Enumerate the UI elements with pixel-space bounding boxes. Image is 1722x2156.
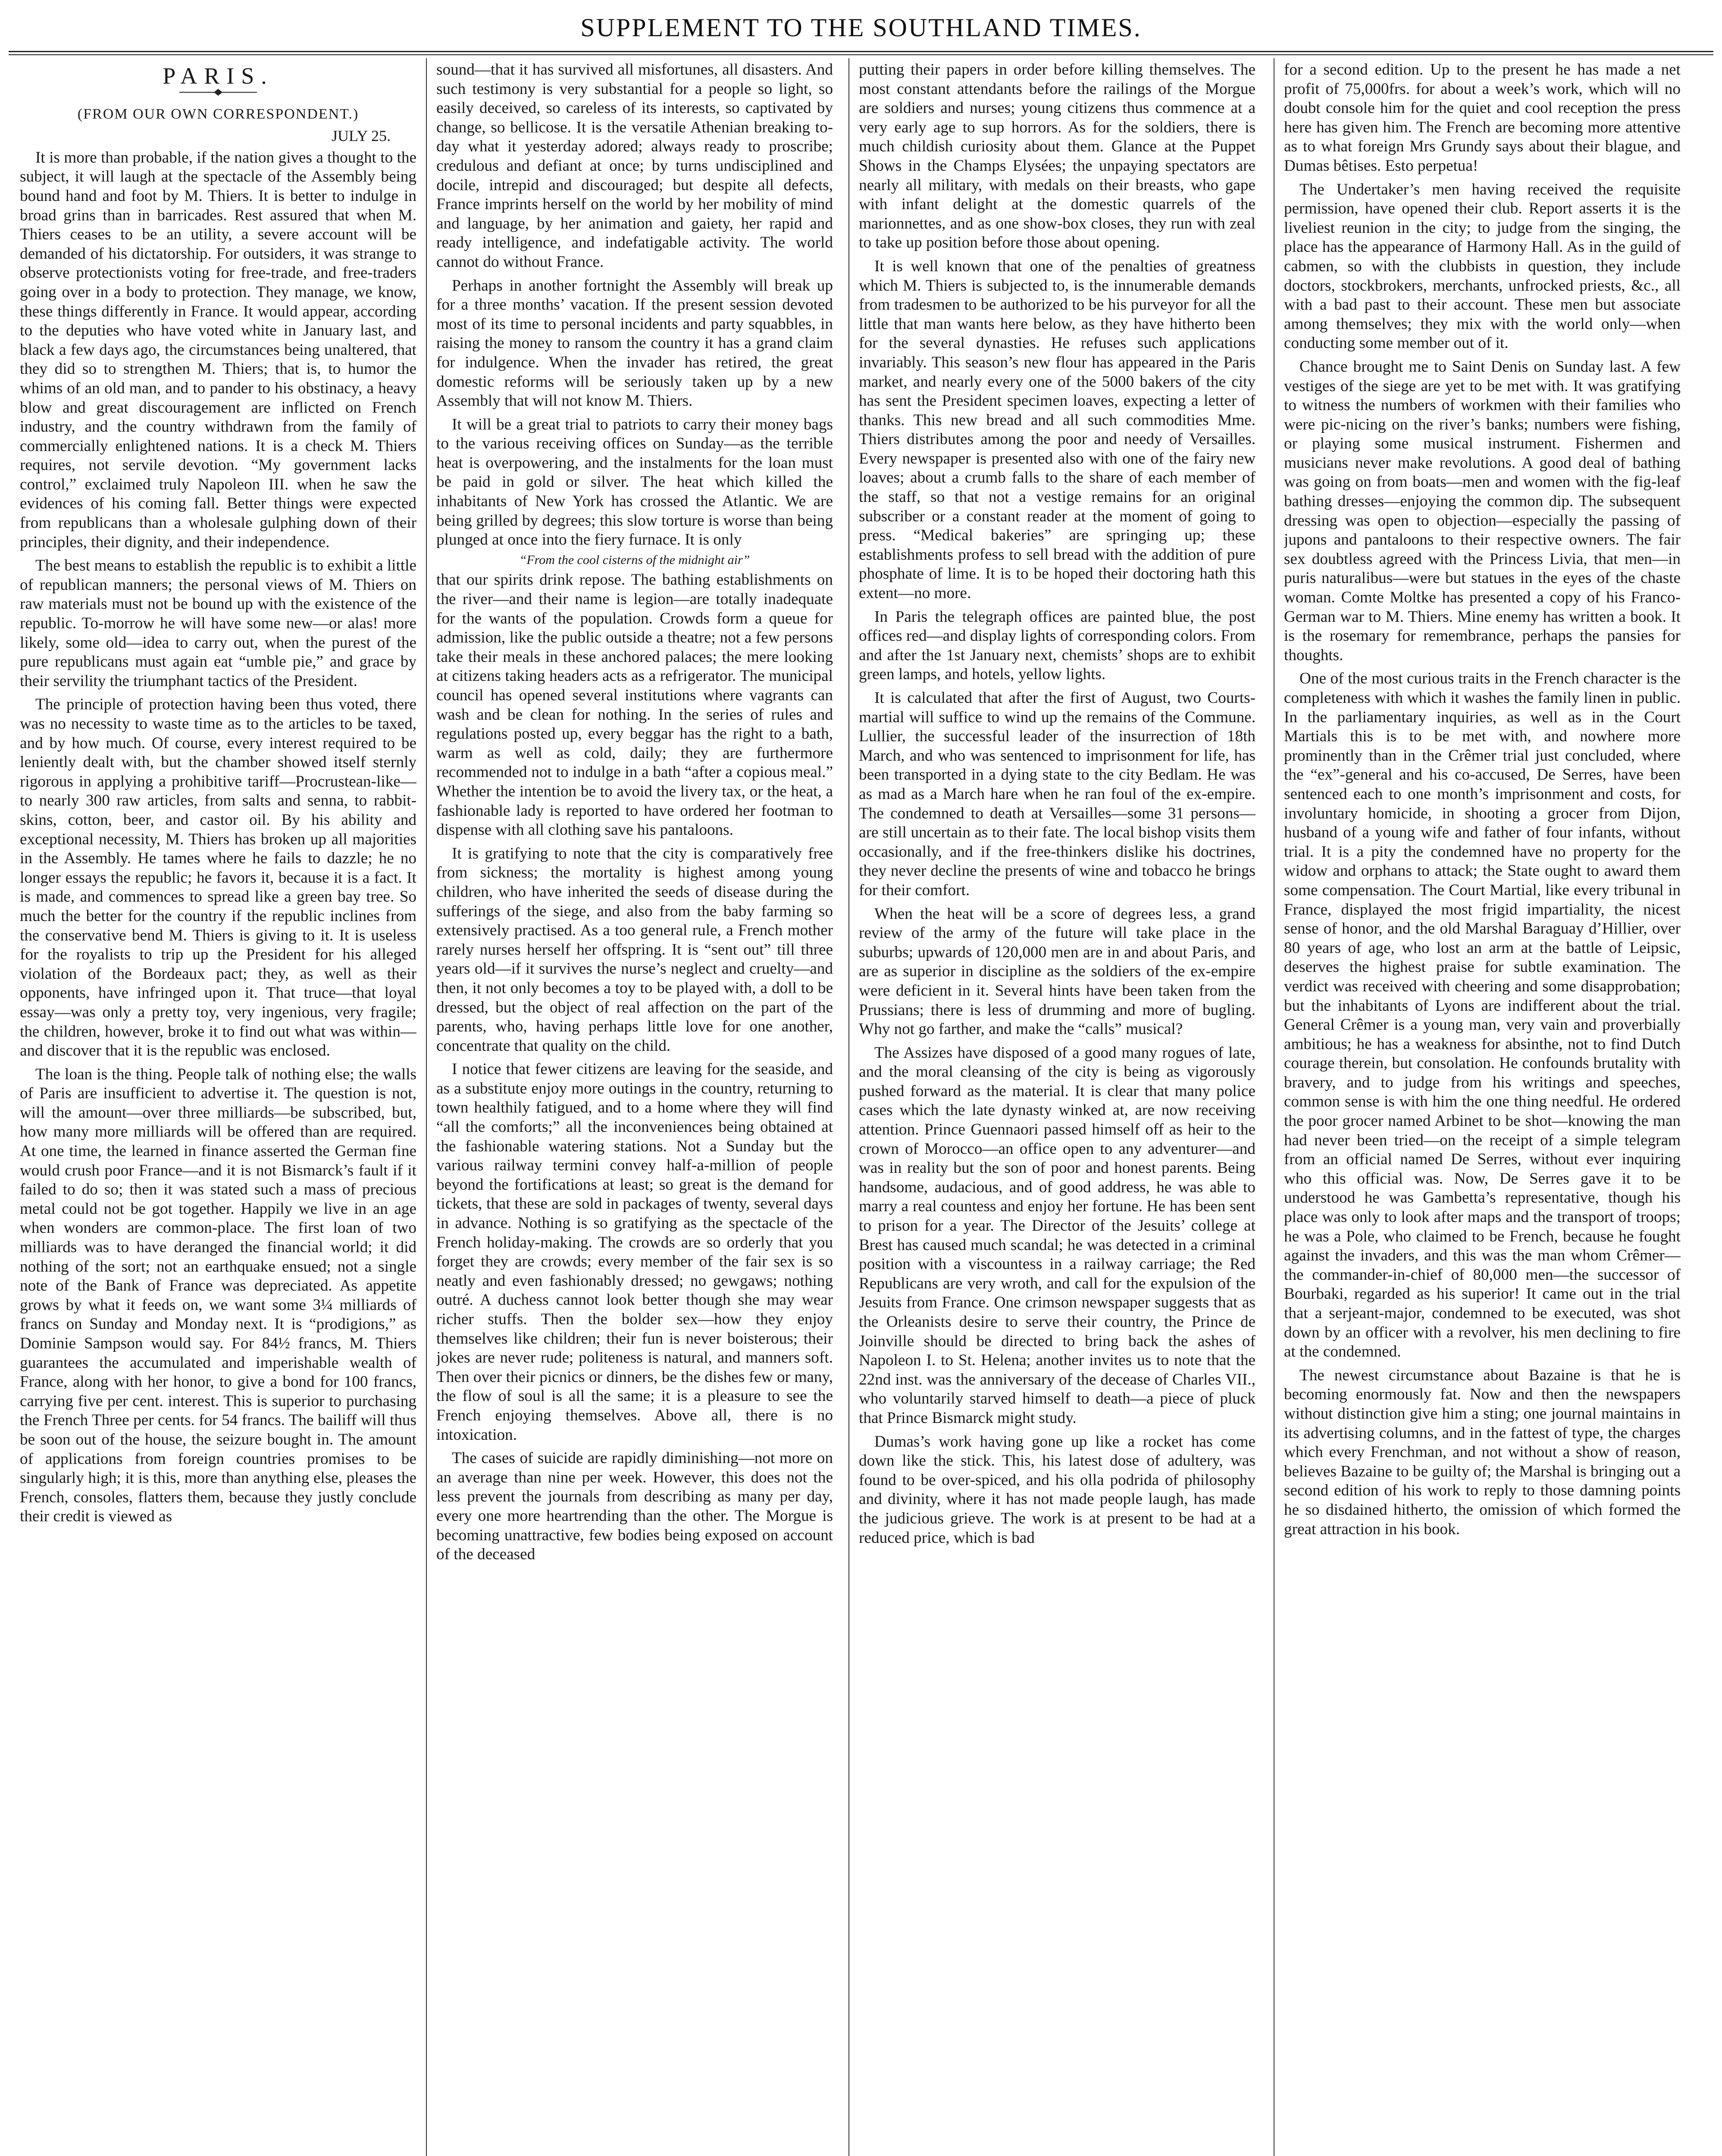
- paragraph: Perhaps in another fortnight the Assembly will break up for a three months’ vacation. If the present session devoted most of its time to personal incidents and party squabbles, in raising the money to ransom the country it has a grand claim for indulgence. When the invader has retired, the great domestic reforms will be seriously taken up by a new Assembly that will not know M. Thiers.: [436, 276, 833, 410]
- paragraph: for a second edition. Up to the present he has made a net profit of 75,000frs. for about a week’s work, which will no doubt console him for the quiet and cool reception the press here has given him. The French are becoming more attentive as to what foreign Mrs Grundy says about their blague, and Dumas bêtises. Esto perpetua!: [1284, 61, 1681, 175]
- paragraph: The best means to establish the republic is to exhibit a little of republican manners; the personal views of M. Thiers on raw materials must not be bound up with the existence of the republic. To-morrow he will have some new—or alas! more likely, some old—idea to carry out, when the purest of the pure republicans must again eat “umble pie,” and grace by their servility the triumphant tactics of the President.: [20, 557, 416, 690]
- paragraph: The cases of suicide are rapidly diminishing—not more on an average than nine per week. However, this does not the less prevent the journals from describing as many per day, every one more heartrending than the other. The Morgue is becoming unattractive, few bodies being exposed on account of the deceased: [436, 1449, 833, 1564]
- paragraph: It is well known that one of the penalties of greatness which M. Thiers is subjected to, is the innumerable demands from tradesmen to be authorized to be his purveyor for all the little that man wants here below, as they have hitherto been for the several dynasties. He refuses such applications invariably. This season’s new flour has appeared in the Paris market, and nearly every one of the 5000 bakers of the city has sent the President specimen loaves, expecting a letter of thanks. This new bread and all such commodities Mme. Thiers distributes among the poor and needy of Versailles. Every newspaper is presented also with one of the fairy new loaves; about a crumb falls to the share of each member of the staff, so that not a vestige remains for an original subscriber or a constant reader at the moment of going to press. “Medical bakeries” are springing up; these establishments profess to sell bread with the addition of pure phosphate of lime. It is to be hoped their doctoring hath this extent—no more.: [859, 257, 1255, 602]
- article-dateline: JULY 25.: [331, 127, 391, 145]
- article-column-2: [436, 60, 833, 2156]
- paragraph: In Paris the telegraph offices are painted blue, the post offices red—and display lights of corresponding colors. From and after the 1st January next, chemists’ shops are to exhibit green lamps, and hotels, yellow lights.: [859, 608, 1255, 683]
- article-column-4: [1284, 60, 1681, 2156]
- paragraph: The principle of protection having been thus voted, there was no necessity to waste time as to the articles to be taxed, and by how much. Of course, every interest required to be leniently dealt with, but the chamber showed itself sternly rigorous in applying a prohibitive tariff—Procrustean-like—to nearly 300 raw articles, from salts and senna, to rabbit-skins, cotton, beer, and castor oil. By his ability and exceptional necessity, M. Thiers has broken up all majorities in the Assembly. He tames where he fails to dazzle; he no longer essays the republic; he favors it, because it is a fact. It is made, and commences to spread like a green bay tree. So much the better for the country if the republic inclines from the conservative bend M. Thiers is giving to it. It is useless for the royalists to trip up the President for his alleged violation of the Bordeaux pact; they, as well as their opponents, have infringed upon it. That truce—that loyal essay—was only a pretty toy, very ingenious, very fragile; the children, however, broke it to find out what was within—and discover that it is the republic was enclosed.: [20, 696, 416, 1060]
- masthead-title: SUPPLEMENT TO THE SOUTHLAND TIMES.: [580, 13, 1142, 42]
- article-column-1: [20, 60, 416, 2156]
- masthead-rule: [9, 51, 1713, 52]
- quotation: “From the cool cisterns of the midnight air”: [519, 552, 750, 567]
- column-divider: [848, 58, 849, 2156]
- paragraph: The loan is the thing. People talk of nothing else; the walls of Paris are insufficient to advertise it. The question is not, will the amount—over three milliards—be subscribed, but, how many more milliards will be offered than are required. At one time, the learned in finance asserted the German fine would crush poor France—and it is not Bismarck’s fault if it failed to do so; then it was stated such a mass of precious metal could not be got together. Happily we live in an age when wonders are common-place. The first loan of two milliards was to have deranged the financial world; it did nothing of the sort; not an earthquake ensued; not a single note of the Bank of France was depreciated. As appetite grows by what it feeds on, we want some 3¼ milliards of francs on Sunday and Monday next. It is “prodigions,” as Dominie Sampson would say. For 84½ francs, M. Thiers guarantees the accumulated and imperishable wealth of France, along with her honor, to give a bond for 100 francs, carrying five per cent. interest. This is superior to purchasing the French Three per cents. for 54 francs. The bailiff will thus be soon out of the house, the seizure bought in. The amount of applications from foreign countries promises to be singularly high; it is this, more than anything else, pleases the French, consoles, flatters them, because they justly conclude their credit is viewed as: [20, 1065, 416, 1526]
- paragraph: Chance brought me to Saint Denis on Sunday last. A few vestiges of the siege are yet to be met with. It was gratifying to witness the numbers of workmen with their families who were pic-nicing on the river’s banks; numbers were fishing, or playing some musical instrument. Fishermen and musicians never make revolutions. A good deal of bathing was going on from boats—men and women with the fig-leaf bathing dresses—enjoying the common dip. The subsequent dressing was open to objection—especially the passing of jupons and pantaloons to their respective owners. The fair sex doubtless agreed with the Princess Livia, that men—in puris naturalibus—were but statues in the eyes of the chaste woman. Comte Moltke has presented a copy of his Franco-German war to M. Thiers. Mine enemy has written a book. It is the rosemary for remembrance, perhaps the pansies for thoughts.: [1284, 357, 1681, 664]
- column-divider: [426, 58, 427, 2156]
- paragraph: that our spirits drink repose. The bathing establishments on the river—and their name is legion—are totally inadequate for the wants of the population. Crowds form a queue for admission, like the public outside a theatre; not a few persons take their meals in these anchored palaces; the mere looking at citizens taking headers acts as a refrigerator. The municipal council has opened several institutions where vagrants can wash and be clean for nothing. In the series of rules and regulations posted up, every beggar has the right to a bath, warm as well as cold, daily; they are furthermore recommended not to indulge in a bath “after a copious meal.” Whether the intention be to avoid the livery tax, or the heat, a fashionable lady is reported to have ordered her footman to dispense with all clothing save his pantaloons.: [436, 571, 833, 839]
- paragraph: It is gratifying to note that the city is comparatively free from sickness; the mortality is highest among young children, who have inherited the seeds of disease during the sufferings of the siege, and also from the baby farming so extensively practised. As a too general rule, a French mother rarely nurses herself her offspring. It is “sent out” till three years old—if it survives the nurse’s neglect and cruelty—and then, it not only becomes a toy to be played with, a doll to be dressed, but the object of real affection on the part of the parents, who, having perhaps little love for one another, concentrate that quality on the child.: [436, 844, 833, 1055]
- paragraph: It will be a great trial to patriots to carry their money bags to the various receiving offices on Sunday—as the terrible heat is overpowering, and the instalments for the loan must be paid in gold or silver. The heat which killed the inhabitants of New York has crossed the Atlantic. We are being grilled by degrees; this slow torture is worse than being plunged at once into the fiery furnace. It is only: [436, 415, 833, 549]
- paragraph: It is calculated that after the first of August, two Courts-martial will suffice to wind up the remains of the Commune. Lullier, the successful leader of the insurrection of 18th March, and who was sentenced to imprisonment for life, has been transported in a dying state to the city Bedlam. He was as mad as a March hare when he ran foul of the ex-empire. The condemned to death at Versailles—some 31 persons—are still uncertain as to their fate. The local bishop visits them occasionally, and if the free-thinkers dislike his doctrines, they never decline the presents of wine and tobacco he brings for their comfort.: [859, 689, 1255, 899]
- paragraph: The Assizes have disposed of a good many rogues of late, and the moral cleansing of the city is being as vigorously pushed forward as the material. It is clear that many police cases which the late dynasty winked at, are now receiving attention. Prince Guennaori passed himself off as heir to the crown of Morocco—an office open to any adventurer—and was in reality but the son of poor and honest parents. Being handsome, audacious, and of good address, he was able to marry a real countess and enjoy her fortune. He has been sent to prison for a year. The Director of the Jesuits’ college at Brest has caused much scandal; he was detected in a criminal position with a viscountess in a railway carriage; the Red Republicans are very wroth, and call for the expulsion of the Jesuits from France. One crimson newspaper suggests that as the Orleanists desire to serve their country, the Prince de Joinville should be directed to bring back the ashes of Napoleon I. to St. Helena; another invites us to note that the 22nd inst. was the anniversary of the decease of Charles VII., who voluntarily starved himself to death—a piece of pluck that Prince Bismarck might study.: [859, 1044, 1255, 1427]
- paragraph: The newest circumstance about Bazaine is that he is becoming enormously fat. Now and then the newspapers without distinction give him a sting; one journal maintains in its advertising columns, and in the fattest of type, the charges which every Frenchman, and not without a show of reason, believes Bazaine to be guilty of; the Marshal is bringing out a second edition of his work to reply to those damning points he so disdained hitherto, the omission of which formed the great attraction in his book.: [1284, 1366, 1681, 1538]
- paragraph: sound—that it has survived all misfortunes, all disasters. And such testimony is very substantial for a people so light, so easily deceived, so careless of its interests, so captivated by change, so bellicose. It is the versatile Athenian breaking to-day what it yesterday adored; always ready to proscribe; credulous and defiant at once; by turns undisciplined and docile, intrepid and discouraged; but despite all defects, France imprints herself on the world by her mobility of mind and language, by her animation and gaiety, her rapid and ready intelligence, and indefatigable activity. The world cannot do without France.: [436, 61, 833, 271]
- article-column-3: [859, 60, 1255, 2156]
- paragraph: I notice that fewer citizens are leaving for the seaside, and as a substitute enjoy more outings in the country, returning to town healthily fatigued, and to a home where they will find “all the comforts;” all the inconveniences being obtained at the fashionable watering stations. Not a Sunday but the various railway termini convey half-a-million of people beyond the fortifications at least; so great is the demand for tickets, that these are sold in packages of twenty, several days in advance. Nothing is so gratifying as the spectacle of the French holiday-making. The crowds are so orderly that you forget they are crowds; every member of the fair sex is so neatly and even fashionably dressed; no gewgaws; nothing outré. A duchess cannot look better though she may wear richer stuffs. Then the bolder sex—how they enjoy themselves like children; their fun is never boisterous; their jokes are never rude; politeness is natural, and manners soft. Then over their picnics or dinners, be the dishes few or many, the flow of soul is all the same; it is a pleasure to see the French enjoying themselves. Above all, there is no intoxication.: [436, 1060, 833, 1444]
- masthead-rule-thin: [9, 54, 1713, 55]
- article-byline: (FROM OUR OWN CORRESPONDENT.): [77, 106, 359, 122]
- paragraph: putting their papers in order before killing themselves. The most constant attendants before the railings of the Morgue are soldiers and nurses; young citizens thus commence at a very early age to sup horrors. As for the soldiers, there is much childish curiosity about them. Glance at the Puppet Shows in the Champs Elysées; the unpaying spectators are nearly all military, with medals on their breasts, who gape with infant delight at the domestic quarrels of the marionnettes, and as one show-box closes, they run with zeal to take up position before those about opening.: [859, 61, 1255, 252]
- paragraph: Dumas’s work having gone up like a rocket has come down like the stick. This, his latest dose of adultery, was found to be over-spiced, and his olla podrida of philosophy and divinity, where it has not made people laugh, has made the judicious grieve. The work is at present to be had at a reduced price, which is bad: [859, 1432, 1255, 1547]
- paragraph: The Undertaker’s men having received the requisite permission, have opened their club. Report asserts it is the liveliest reunion in the city; to judge from the singing, the place has the appearance of Harmony Hall. As in the guild of cabmen, so with the clubbists in question, they include doctors, stockbrokers, merchants, unfrocked priests, &c., all with a bad past to their account. These men but associate among themselves; they mix with the world only—when conducting some member out of it.: [1284, 180, 1681, 352]
- paragraph: When the heat will be a score of degrees less, a grand review of the army of the future will take place in the suburbs; upwards of 120,000 men are in and about Paris, and are as superior in discipline as the soldiers of the ex-empire were deficient in it. Several hints have been taken from the Prussians; there is less of drumming and more of bugling. Why not go farther, and make the “calls” musical?: [859, 905, 1255, 1038]
- paragraph: One of the most curious traits in the French character is the completeness with which it washes the family linen in public. In the parliamentary inquiries, as well as in the Court Martials this is to be met with, and nowhere more prominently than in the Crêmer trial just concluded, where the “ex”-general and his co-accused, De Serres, have been sentenced each to one month’s imprisonment and costs, for involuntary homicide, in shooting a grocer from Dijon, husband of a young wife and father of four infants, without trial. It is a pity the condemned have no property for the widow and orphans to attack; the State ought to award them some compensation. The Court Martial, like every tribunal in France, displayed the most frigid impartiality, the nicest sense of honor, and the old Marshal Baraguay d’Hillier, over 80 years of age, who lost an arm at the battle of Leipsic, deserves the highest praise for subtle examination. The verdict was received with cheering and some disapprobation; but the inhabitants of Lyons are indifferent about the trial. General Crêmer is a young man, very vain and proverbially ambitious; he has a weakness for absinthe, not to find Dutch courage therein, but consolation. He confounds brutality with bravery, and to judge from his writings and speeches, common sense is with him the one thing needful. He ordered the poor grocer named Arbinet to be shot—knowing the man had never been tried—on the receipt of a simple telegram from an official named De Serres, without ever inquiring who this official was. Now, De Serres gave it to be understood he was Gambetta’s representative, though his place was only to look after maps and the transport of troops; he was a Pole, who claimed to be French, because he fought against the invaders, and this was the man whom Crêmer—the commander-in-chief of 80,000 men—the successor of Bourbaki, regarded as his superior! It came out in the trial that a serjeant-major, condemned to be executed, was shot down by an officer with a revolver, his men declining to fire at the condemned.: [1284, 670, 1681, 1361]
- article-title: PARIS.: [163, 63, 274, 89]
- paragraph: It is more than probable, if the nation gives a thought to the subject, it will laugh at the spectacle of the Assembly being bound hand and foot by M. Thiers. It is better to indulge in broad grins than in barricades. Rest assured that when M. Thiers ceases to be an utility, a severe account will be demanded of his dictatorship. For outsiders, it was strange to observe protectionists voting for free-trade, and free-traders going over in a body to protection. They manage, we know, these things differently in France. It would appear, according to the deputies who have voted white in January last, and black a few days ago, the circumstances being unaltered, that they did so to strengthen M. Thiers; that is, to humor the whims of an old man, and to pander to his obstinacy, a heavy blow and great discouragement are inflicted on French industry, and the country withdrawn from the family of commercially enlightened nations. It is a check M. Thiers requires, not servile devotion. “My government lacks control,” exclaimed truly Napoleon III. when he saw the evidences of his coming fall. Better things were expected from republicans than a wholesale gulphing down of their principles, their dignity, and their independence.: [20, 148, 416, 551]
